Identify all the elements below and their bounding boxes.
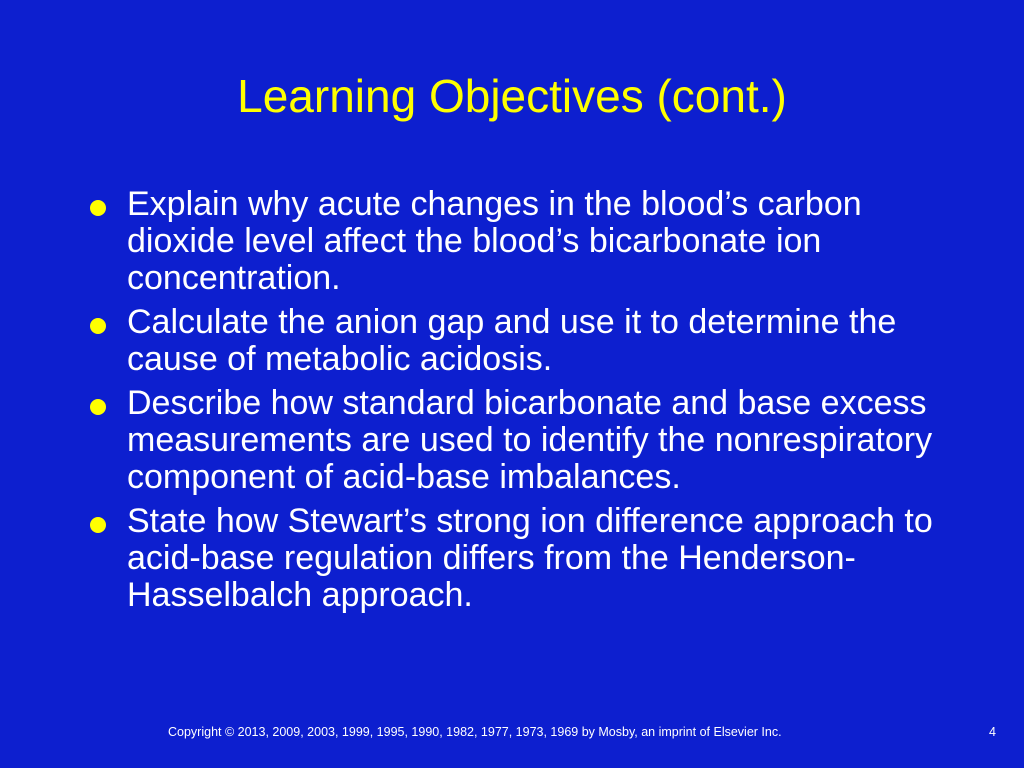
bullet-icon <box>90 200 106 216</box>
list-item <box>88 503 948 614</box>
slide-title: Learning Objectives (cont.) <box>237 70 787 122</box>
bullet-text: Describe how standard bicarbonate and base excess measurements are used to identify the nonrespiratory component of acid-base imbalances. <box>127 384 933 496</box>
page-number: 4 <box>989 725 996 739</box>
bullet-text: Calculate the anion gap and use it to determine the cause of metabolic acidosis. <box>127 303 897 378</box>
bullet-icon <box>90 318 106 334</box>
copyright-notice: Copyright © 2013, 2009, 2003, 1999, 1995, 1990, 1982, 1977, 1973, 1969 by Mosby, an imprint of Elsevier Inc. <box>168 725 782 739</box>
bullet-icon <box>90 399 106 415</box>
bullet-text: Explain why acute changes in the blood’s carbon dioxide level affect the blood’s bicarbonate ion concentration. <box>127 185 862 297</box>
list-item <box>88 186 948 297</box>
bullet-icon <box>90 517 106 533</box>
list-item <box>88 385 948 496</box>
bullet-text: State how Stewart’s strong ion difference approach to acid-base regulation differs from the Henderson-Hasselbalch approach. <box>127 502 933 614</box>
slide-footer <box>0 722 1024 742</box>
objectives-list <box>88 186 948 621</box>
list-item <box>88 304 948 378</box>
